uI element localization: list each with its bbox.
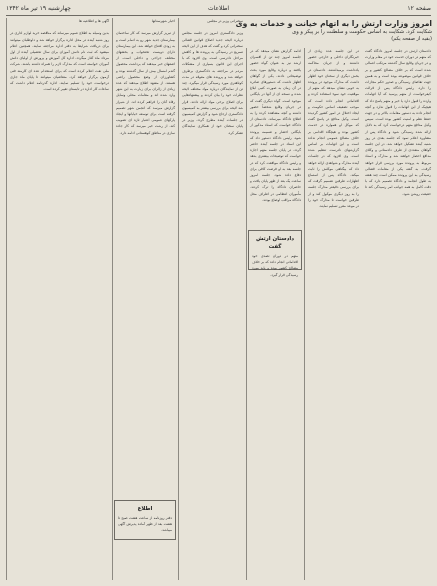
lead-headline	[235, 19, 432, 43]
quote-box-right	[248, 230, 302, 277]
quote-box-right-text: متهم در دوران تصدی خود اقداماتی انجام داده که بر خلاف مصالح کشور بوده و باید مورد رسیدگی قرار گیرد.	[252, 254, 298, 277]
article-column-3	[246, 48, 304, 580]
column-4-text: سخنرانی وزیر در مجلس وزیر دادگستری امروز در جلسه مجلس درباره لایحه جدید اصلاح قوانین قضائی سخنرانی کرد و گفت که هدف از این لایحه تسریع در رسیدگی به پرونده ها و کاهش مراحل دادرسی است. وی افزود که با اجرای این قانون بسیاری از مشکلات مردم در مراجعه به دادگستری برطرف خواهد شد و پرونده های معوقه در مدت کوتاهتری مورد رسیدگی قرار میگیرد. چند تن از نمایندگان درباره مواد مختلف لایحه نظرات خود را بیان کردند و پیشنهادهایی برای اصلاح برخی مواد ارائه دادند. قرار شد لایحه برای بررسی بیشتر به کمیسیون دادگستری ارجاع شود و گزارش کمیسیون در جلسات آینده مطرح گردد. وزیر در پایان سخنان خود از همکاری نمایندگان تشکر کرد.	[182, 19, 243, 135]
issue-date: چهارشنبه ۱۹ تیر ماه ۱۳۴۲	[6, 5, 72, 12]
notice-box-left-text: دفتر روزنامه از ساعت هشت صبح تا هشت بعد از ظهر آماده پذیرش آگهی میباشد.	[118, 516, 172, 533]
column-2-text: در این جلسه عده زیادی از خبرنگاران داخلی و خارجی حضور داشتند و از جریان محاکمه یادداشت برمیداشتند. دادستان در بخش دیگری از سخنان خود اظهار داشت که مدارک موجود در پرونده به خوبی نشان میدهد که متهم از موقعیت خود سوء استفاده کرده و اقداماتی انجام داده است که موجب تضعیف اساس حکومت و ایجاد اختلال در امور کشور گردیده است. وکیل مدافع در پاسخ گفت که موکل او همواره در خدمت کشور بوده و هیچگاه اقدامی بر خلاف مصالح عمومی انجام نداده است و این اتهامات بر اساس گزارشهای نادرست تنظیم شده است. وی افزود که در جلسات آینده مدارک و شواهدی ارائه خواهد داد که بیگناهی موکلش را ثابت میکند. دادگاه پس از استماع اظهارات طرفین تصمیم گرفت که برای بررسی دقیقتر مدارک جلسه را به روز دیگری موکول کند و از طرفین خواست تا مدارک خود را در موعد مقرر تسلیم نمایند.	[308, 49, 359, 209]
column-5-text: اخبار شهرستانها از تبریز گزارش میرسد که کار ساختمان بیمارستان جدید شهر رو به اتمام است و به زودی افتتاح خواهد شد. این بیمارستان دارای دویست تختخواب و بخشهای مختلف جراحی و داخلی است. از اصفهان خبر میدهند که برداشت محصول گندم امسال بیش از سال گذشته بوده و کشاورزان از وضع محصول راضی هستند. از مشهد اطلاع میدهند که عده زیادی از زائران برای زیارت به این شهر وارد شده اند و مقامات محلی وسایل رفاه آنان را فراهم کرده اند. از شیراز گزارش میرسد که انجمن شهر تصمیم گرفته است برای توسعه خیابانها و ایجاد پارکهای عمومی اعتبار تازه ای تصویب کند. از رشت خبر میرسد که کار جاده سازی در مناطق کوهستانی ادامه دارد.	[116, 19, 175, 135]
column-3-text: ادامه گزارش نشان میدهد که در جلسه امروز چند تن از افسران ارشد نیز به عنوان گواه حضور یافتند و درباره وقایع مورد بحث توضیحاتی دادند. یکی از گواهان اظهار داشت که دستورهای صادره در آن زمان به صورت کتبی ابلاغ شده و نسخه ای از آنها در بایگانی موجود است. گواه دیگری گفت که در جریان وقایع شخصاً حضور داشته و آنچه مشاهده کرده را به اطلاع دادگاه میرساند. دادستان از دادگاه خواست که اسناد مذکور از بایگانی احضار و ضمیمه پرونده شود. رئیس دادگاه دستور داد که این اسناد در جلسه آینده حاضر گردد. در پایان جلسه متهم اجازه خواست که توضیحات بیشتری بدهد و رئیس دادگاه موافقت کرد که در جلسه بعد به او فرصت کافی برای دفاع داده شود. جلسه امروز ساعت یک بعد از ظهر پایان یافت و حاضران دادگاه را ترک کردند. مأموران انتظامی در اطراف محل دادگاه مراقب اوضاع بودند.	[250, 49, 301, 202]
headline-byline: (بقیه از صفحه یکم)	[391, 36, 432, 42]
notice-box-left-title: اطلاع	[137, 506, 153, 512]
article-column-1	[362, 48, 434, 580]
notice-box-left	[114, 500, 176, 540]
article-column-4	[178, 18, 246, 580]
page-number: صفحه ۱۲	[407, 5, 431, 12]
page-header	[6, 3, 431, 15]
headline-subtitle: شکایت کرد. شکایت به اساس حکومت و سلطنت را بر پیکر و وی	[292, 29, 432, 35]
quote-box-right-title: دادستان ارتش گفت	[256, 236, 294, 250]
header-rule	[6, 15, 431, 16]
headline-title: امروز وزارت ارتش را به اتهام خیانت و خدمات به وی	[235, 19, 432, 28]
article-column-6	[6, 18, 112, 580]
paper-name: اطلاعات	[207, 5, 230, 12]
article-column-2	[304, 48, 362, 580]
article-column-5	[112, 18, 178, 580]
column-6-text: آگهی ها و اطلاعیه ها بدین وسیله به اطلاع عموم میرساند که مناقصه خرید لوازم اداری در روز شنبه آینده در محل اداره برگزار خواهد شد و داوطلبان میتوانند برای دریافت شرایط به دفتر اداره مراجعه نمایند. همچنین اعلام میشود که ثبت نام دانش آموزان برای سال تحصیلی آینده از اول مرداد ماه آغاز میگردد. اداره کل آموزش و پرورش از اولیای دانش آموزان خواسته است که مدارک لازم را همراه داشته باشند. شرکت ملی نفت اعلام کرده است که برای استخدام عده ای کارمند فنی آزمون برگزار خواهد کرد. متقاضیان میتوانند تا پایان ماه جاری درخواست خود را تسلیم نمایند. اداره گذرنامه اعلام داشت که ساعات کار اداره در تابستان تغییر کرده است.	[10, 19, 109, 92]
column-1-text: دادستان ارتش در جلسه امروز دادگاه گفت که متهم در دوران خدمت خود در مقام وزارت و در جریان وقایع سال گذشته مرتکب اعمالی شده است که بر خلاف مصالح کشور و بر خلاف قوانین موضوعه بوده است و به همین جهت تقاضای رسیدگی و صدور حکم مجازات را دارد. رئیس دادگاه پس از قرائت کیفرخواست از متهم پرسید که آیا اتهامات وارده را قبول دارد یا خیر و متهم پاسخ داد که هیچیک از این اتهامات را قبول ندارد و آنچه انجام داده به دستور مقامات بالاتر و در جهت حفظ نظم و امنیت کشور بوده است. سپس وکیل مدافع متهم درخواست کرد که به دلایل ارائه شده رسیدگی شود و دادگاه پس از مشاوره اعلام نمود که جلسه بعدی در روز شنبه آینده تشکیل خواهد شد. در این جلسه گواهان متعددی از طرف دادستانی و وکلای مدافع احضار خواهند شد و مدارک و اسناد مربوط به پرونده مورد بررسی قرار خواهد گرفت. به گفته یکی از مقامات قضائی رسیدگی به این پرونده ممکن است چند هفته به طول انجامد و دادگاه تصمیم دارد که با دقت کامل به همه جوانب امر رسیدگی کند تا حقیقت روشن شود.	[365, 49, 431, 196]
